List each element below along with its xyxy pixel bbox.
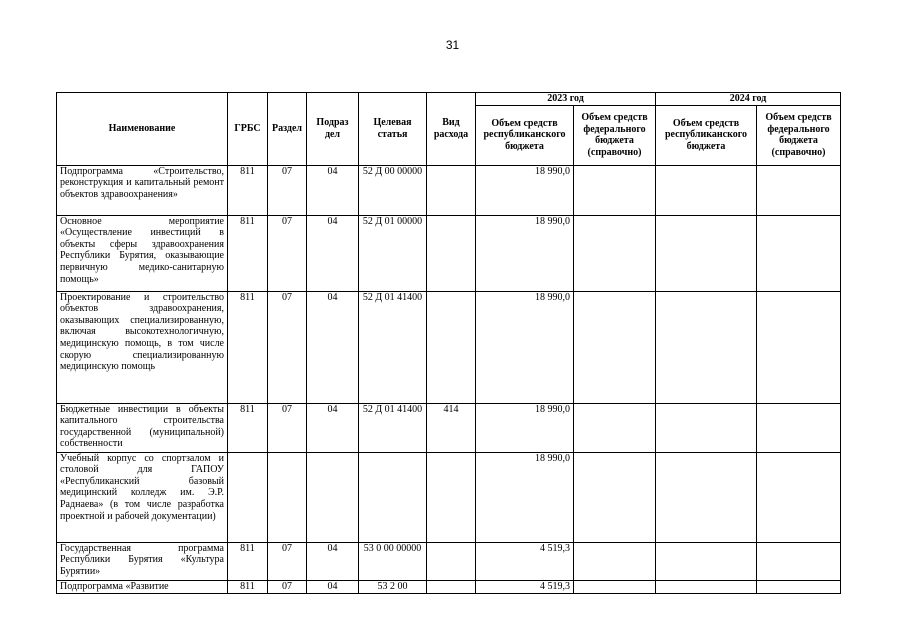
row-fed-2023 — [574, 291, 656, 403]
row-expense-type — [427, 542, 476, 580]
header-fed-budget-2023: Объем средств федерального бюджета (справочно) — [574, 105, 656, 165]
row-rep-2024 — [656, 542, 757, 580]
table-row — [57, 452, 841, 542]
header-subsection: Подраз дел — [307, 93, 359, 166]
row-rep-2024 — [656, 580, 757, 593]
row-fed-2024 — [757, 542, 841, 580]
row-name: Бюджетные инвестиции в объекты капитального строительства государственной (муниципальной) собственности — [57, 403, 228, 452]
row-section: 07 — [268, 580, 307, 593]
row-fed-2024 — [757, 215, 841, 291]
row-target: 52 Д 01 41400 — [359, 403, 427, 452]
row-rep-2024 — [656, 165, 757, 215]
row-grbs: 811 — [228, 291, 268, 403]
table-row — [57, 215, 841, 291]
header-rep-budget-2023: Объем средств республиканского бюджета — [476, 105, 574, 165]
row-subsection: 04 — [307, 291, 359, 403]
row-rep-2024 — [656, 215, 757, 291]
header-target: Целевая статья — [359, 93, 427, 166]
row-section: 07 — [268, 165, 307, 215]
row-fed-2024 — [757, 291, 841, 403]
row-fed-2023 — [574, 165, 656, 215]
row-fed-2023 — [574, 580, 656, 593]
row-rep-2023: 18 990,0 — [476, 165, 574, 215]
row-name: Государственная программа Республики Бурятия «Культура Бурятии» — [57, 542, 228, 580]
row-grbs: 811 — [228, 542, 268, 580]
row-subsection — [307, 452, 359, 542]
row-expense-type — [427, 291, 476, 403]
row-expense-type — [427, 165, 476, 215]
header-expense-type: Вид расхода — [427, 93, 476, 166]
row-rep-2023: 18 990,0 — [476, 403, 574, 452]
row-target: 52 Д 00 00000 — [359, 165, 427, 215]
row-subsection: 04 — [307, 403, 359, 452]
header-year-2024: 2024 год — [656, 93, 841, 106]
row-fed-2023 — [574, 403, 656, 452]
row-name: Основное мероприятие «Осуществление инвестиций в объекты сферы здравоохранения Республики Бурятия, оказывающие первичную медико-санитарную помощь» — [57, 215, 228, 291]
budget-table — [56, 92, 841, 594]
row-subsection: 04 — [307, 542, 359, 580]
row-subsection: 04 — [307, 165, 359, 215]
row-expense-type — [427, 215, 476, 291]
row-target: 53 2 00 — [359, 580, 427, 593]
table-row — [57, 542, 841, 580]
row-name: Подпрограмма «Развитие — [57, 580, 228, 593]
row-name: Учебный корпус со спортзалом и столовой для ГАПОУ «Республиканский базовый медицинский колледж им. Э.Р. Раднаева» (в том числе разработка проектной и рабочей документации) — [57, 452, 228, 542]
header-fed-budget-2024: Объем средств федерального бюджета (справочно) — [757, 105, 841, 165]
row-rep-2024 — [656, 403, 757, 452]
row-section: 07 — [268, 542, 307, 580]
row-expense-type: 414 — [427, 403, 476, 452]
row-section — [268, 452, 307, 542]
row-grbs: 811 — [228, 165, 268, 215]
row-grbs: 811 — [228, 215, 268, 291]
row-name: Проектирование и строительство объектов здравоохранения, оказывающих специализированную, включая высокотехнологичную, медицинскую помощь, в том числе скорую специализированную медицинскую помощь — [57, 291, 228, 403]
row-target — [359, 452, 427, 542]
page-number: 31 — [445, 38, 460, 52]
row-rep-2023: 18 990,0 — [476, 452, 574, 542]
row-rep-2024 — [656, 291, 757, 403]
header-section: Раздел — [268, 93, 307, 166]
row-section: 07 — [268, 215, 307, 291]
row-fed-2024 — [757, 165, 841, 215]
row-rep-2023: 18 990,0 — [476, 291, 574, 403]
row-grbs: 811 — [228, 580, 268, 593]
table-row — [57, 580, 841, 593]
header-rep-budget-2024: Объем средств республиканского бюджета — [656, 105, 757, 165]
row-target: 53 0 00 00000 — [359, 542, 427, 580]
row-section: 07 — [268, 291, 307, 403]
row-target: 52 Д 01 41400 — [359, 291, 427, 403]
row-rep-2023: 4 519,3 — [476, 580, 574, 593]
row-target: 52 Д 01 00000 — [359, 215, 427, 291]
row-rep-2024 — [656, 452, 757, 542]
row-subsection: 04 — [307, 580, 359, 593]
row-rep-2023: 18 990,0 — [476, 215, 574, 291]
row-rep-2023: 4 519,3 — [476, 542, 574, 580]
header-grbs: ГРБС — [228, 93, 268, 166]
table-row — [57, 403, 841, 452]
row-expense-type — [427, 452, 476, 542]
row-grbs: 811 — [228, 403, 268, 452]
row-name: Подпрограмма «Строительство, реконструкция и капитальный ремонт объектов здравоохранения» — [57, 165, 228, 215]
table-row — [57, 291, 841, 403]
row-expense-type — [427, 580, 476, 593]
row-section: 07 — [268, 403, 307, 452]
row-fed-2023 — [574, 215, 656, 291]
header-year-2023: 2023 год — [476, 93, 656, 106]
row-fed-2023 — [574, 452, 656, 542]
row-fed-2023 — [574, 542, 656, 580]
row-fed-2024 — [757, 452, 841, 542]
row-fed-2024 — [757, 403, 841, 452]
row-fed-2024 — [757, 580, 841, 593]
table-row — [57, 165, 841, 215]
header-name: Наименование — [57, 93, 228, 166]
row-grbs — [228, 452, 268, 542]
row-subsection: 04 — [307, 215, 359, 291]
